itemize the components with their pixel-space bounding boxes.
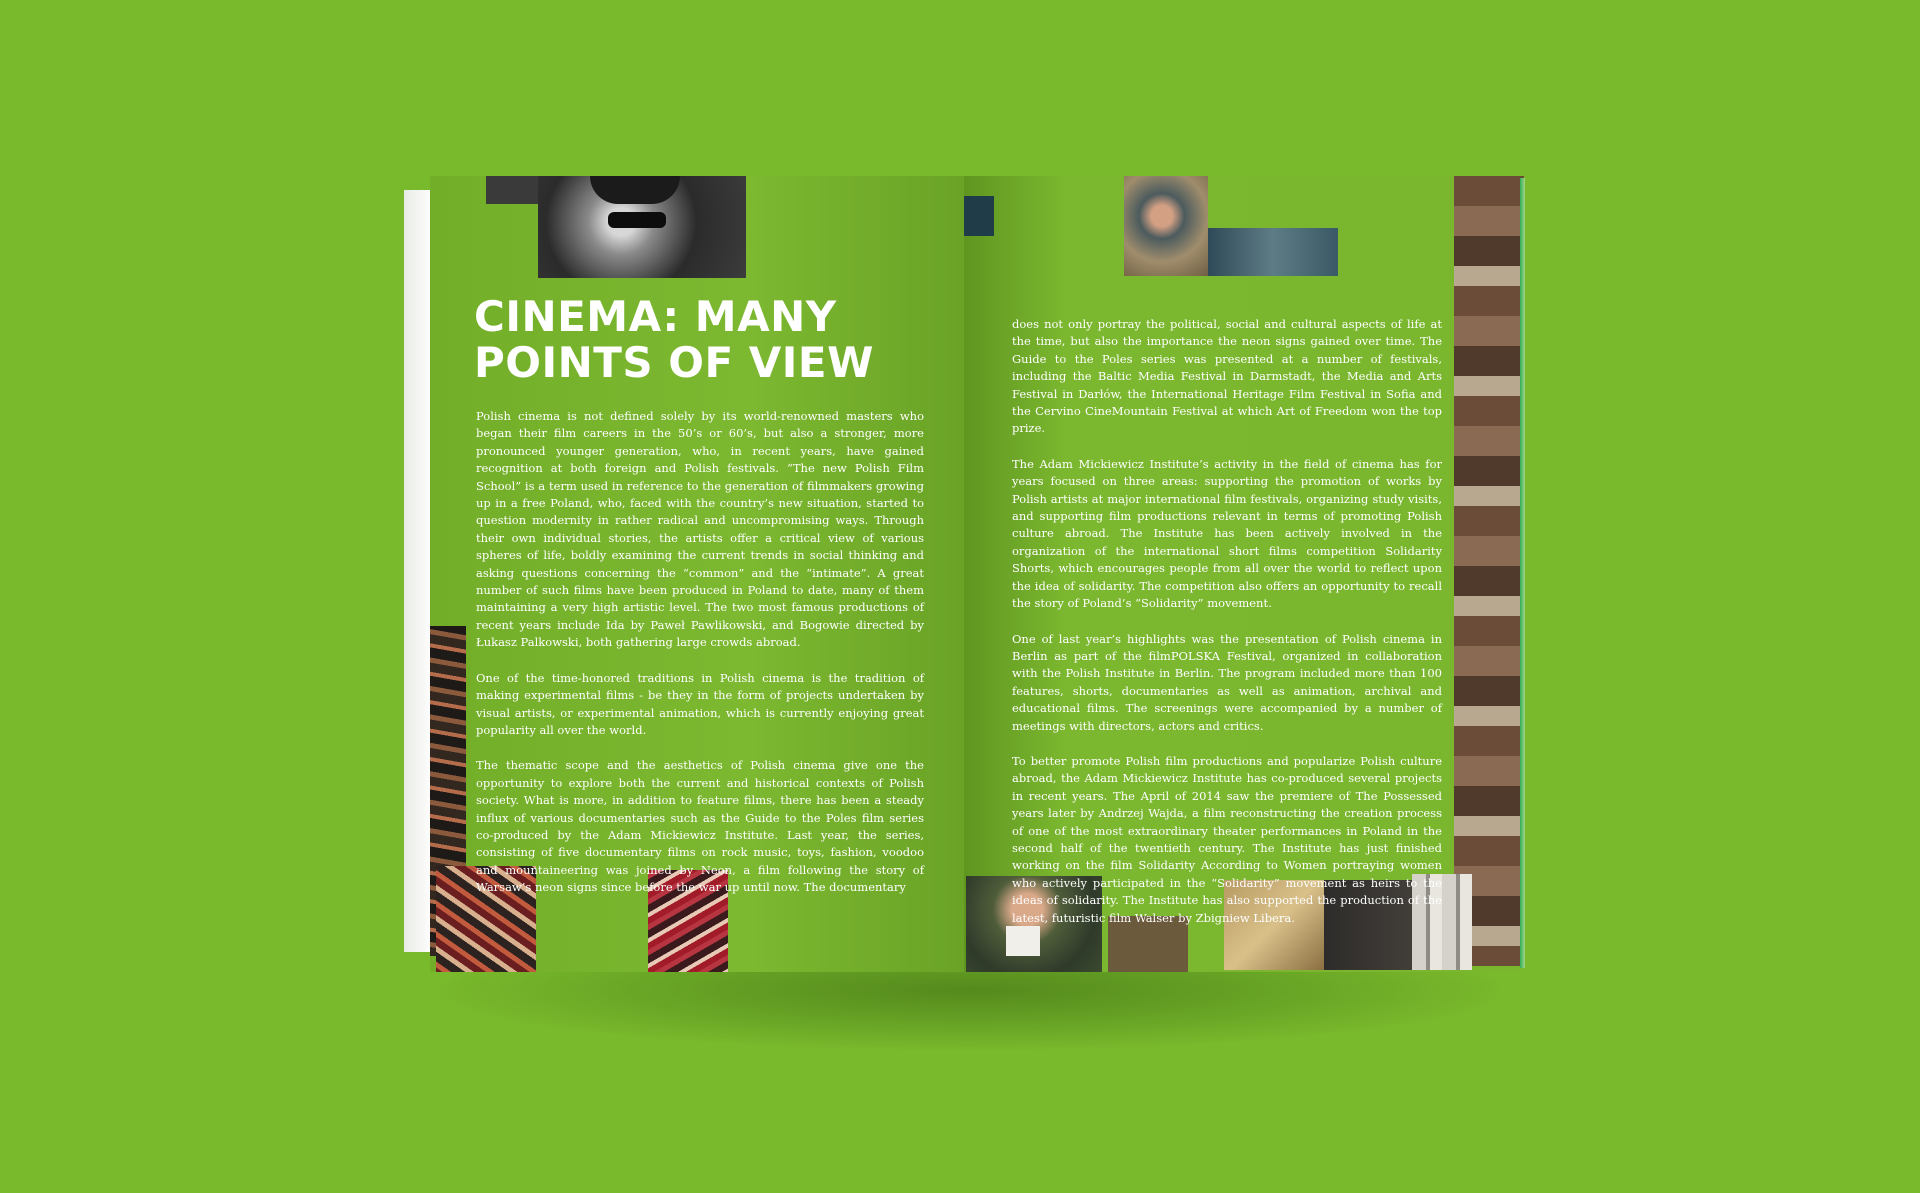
right-body-text: [1012, 316, 1442, 945]
left-page: [430, 176, 964, 972]
paragraph: Polish cinema is not defined solely by its world-renowned masters who began their film careers in the 50’s or 60’s, but also a stronger, more pronounced younger generation, who, in recent years, have gained recognition at both foreign and Polish festivals. “The new Polish Film School” is a term used in reference to the generation of filmmakers growing up in a free Poland, who, faced with the country’s new situation, started to question modernity in rather radical and uncompromising ways. Through their own individual stories, the artists offer a critical view of various spheres of life, boldly examining the current trends in social thinking and asking questions concerning the “common” and the “intimate”. A great number of such films have been produced in Poland to date, many of them maintaining a very high artistic level. The two most famous productions of recent years include Ida by Paweł Pawlikowski, and Bogowie directed by Łukasz Palkowski, both gathering large crowds abroad.: [476, 409, 924, 650]
right-page: [964, 176, 1524, 972]
paragraph: To better promote Polish film productions and popularize Polish culture abroad, the Adam Mickiewicz Institute has co-produced several projects in recent years. The April of 2014 saw the premiere of The Possessed years later by Andrzej Wajda, a film reconstructing the creation process of one of the most extraordinary theater performances in Poland in the second half of the twentieth century. The Institute has just finished working on the film Solidarity According to Women portraying women who actively participated in the “Solidarity” movement as heirs to the ideas of solidarity. The Institute has also supported the production of the latest, futuristic film Walser by Zbigniew Libera.: [1012, 753, 1442, 925]
paragraph: does not only portray the political, social and cultural aspects of life at the time, but also the importance the neon signs gained over time. The Guide to the Poles series was presented at a number of festivals, including the Baltic Media Festival in Darmstadt, the Media and Arts Festival in Darłów, the International Heritage Film Festival in Sofia and the Cervino CineMountain Festival at which Art of Freedom won the top prize.: [1012, 317, 1442, 436]
photo-hair: [590, 176, 680, 204]
photo-landscape-strip: [1208, 228, 1338, 276]
photo-woman-portrait: [1124, 176, 1208, 276]
photo-corner: [964, 196, 994, 236]
page-edge-right: [1520, 178, 1525, 968]
paragraph: One of the time-honored traditions in Polish cinema is the tradition of making experimental films - be they in the form of projects undertaken by visual artists, or experimental animation, which is currently enjoying great popularity all over the world.: [476, 670, 924, 737]
page-title: CINEMA: MANY POINTS OF VIEW: [474, 292, 874, 387]
paragraph: One of last year’s highlights was the presentation of Polish cinema in Berlin as part of the filmPOLSKA Festival, organized in collaboration with the Polish Institute in Berlin. The program included more than 100 features, shorts, documentaries as well as animation, archival and educational films. The screenings were accompanied by a number of meetings with directors, actors and critics.: [1012, 631, 1442, 733]
photo-memorabilia-strip: [1454, 176, 1524, 966]
photo-strip: [486, 176, 538, 204]
photo-man-with-glasses: [538, 176, 746, 278]
photo-glasses: [608, 212, 666, 228]
paragraph: The thematic scope and the aesthetics of Polish cinema give one the opportunity to explore both the current and historical contexts of Polish society. What is more, in addition to feature films, there has been a steady influx of various documentaries such as the Guide to the Poles film series co-produced by the Adam Mickiewicz Institute. Last year, the series, consisting of five documentary films on rock music, toys, fashion, voodoo and mountaineering was joined by Neon, a film following the story of Warsaw’s neon signs since before the war up until now. The documentary: [476, 758, 924, 895]
paragraph: The Adam Mickiewicz Institute’s activity in the field of cinema has for years focused on three areas: supporting the promotion of works by Polish artists at major international film festivals, organizing study visits, and supporting film productions relevant in terms of promoting Polish culture abroad. The Institute has been actively involved in the organization of the international short films competition Solidarity Shorts, which encourages people from all over the world to reflect upon the idea of solidarity. The competition also offers an opportunity to recall the story of Poland’s “Solidarity” movement.: [1012, 456, 1442, 611]
left-body-text: [476, 408, 924, 915]
